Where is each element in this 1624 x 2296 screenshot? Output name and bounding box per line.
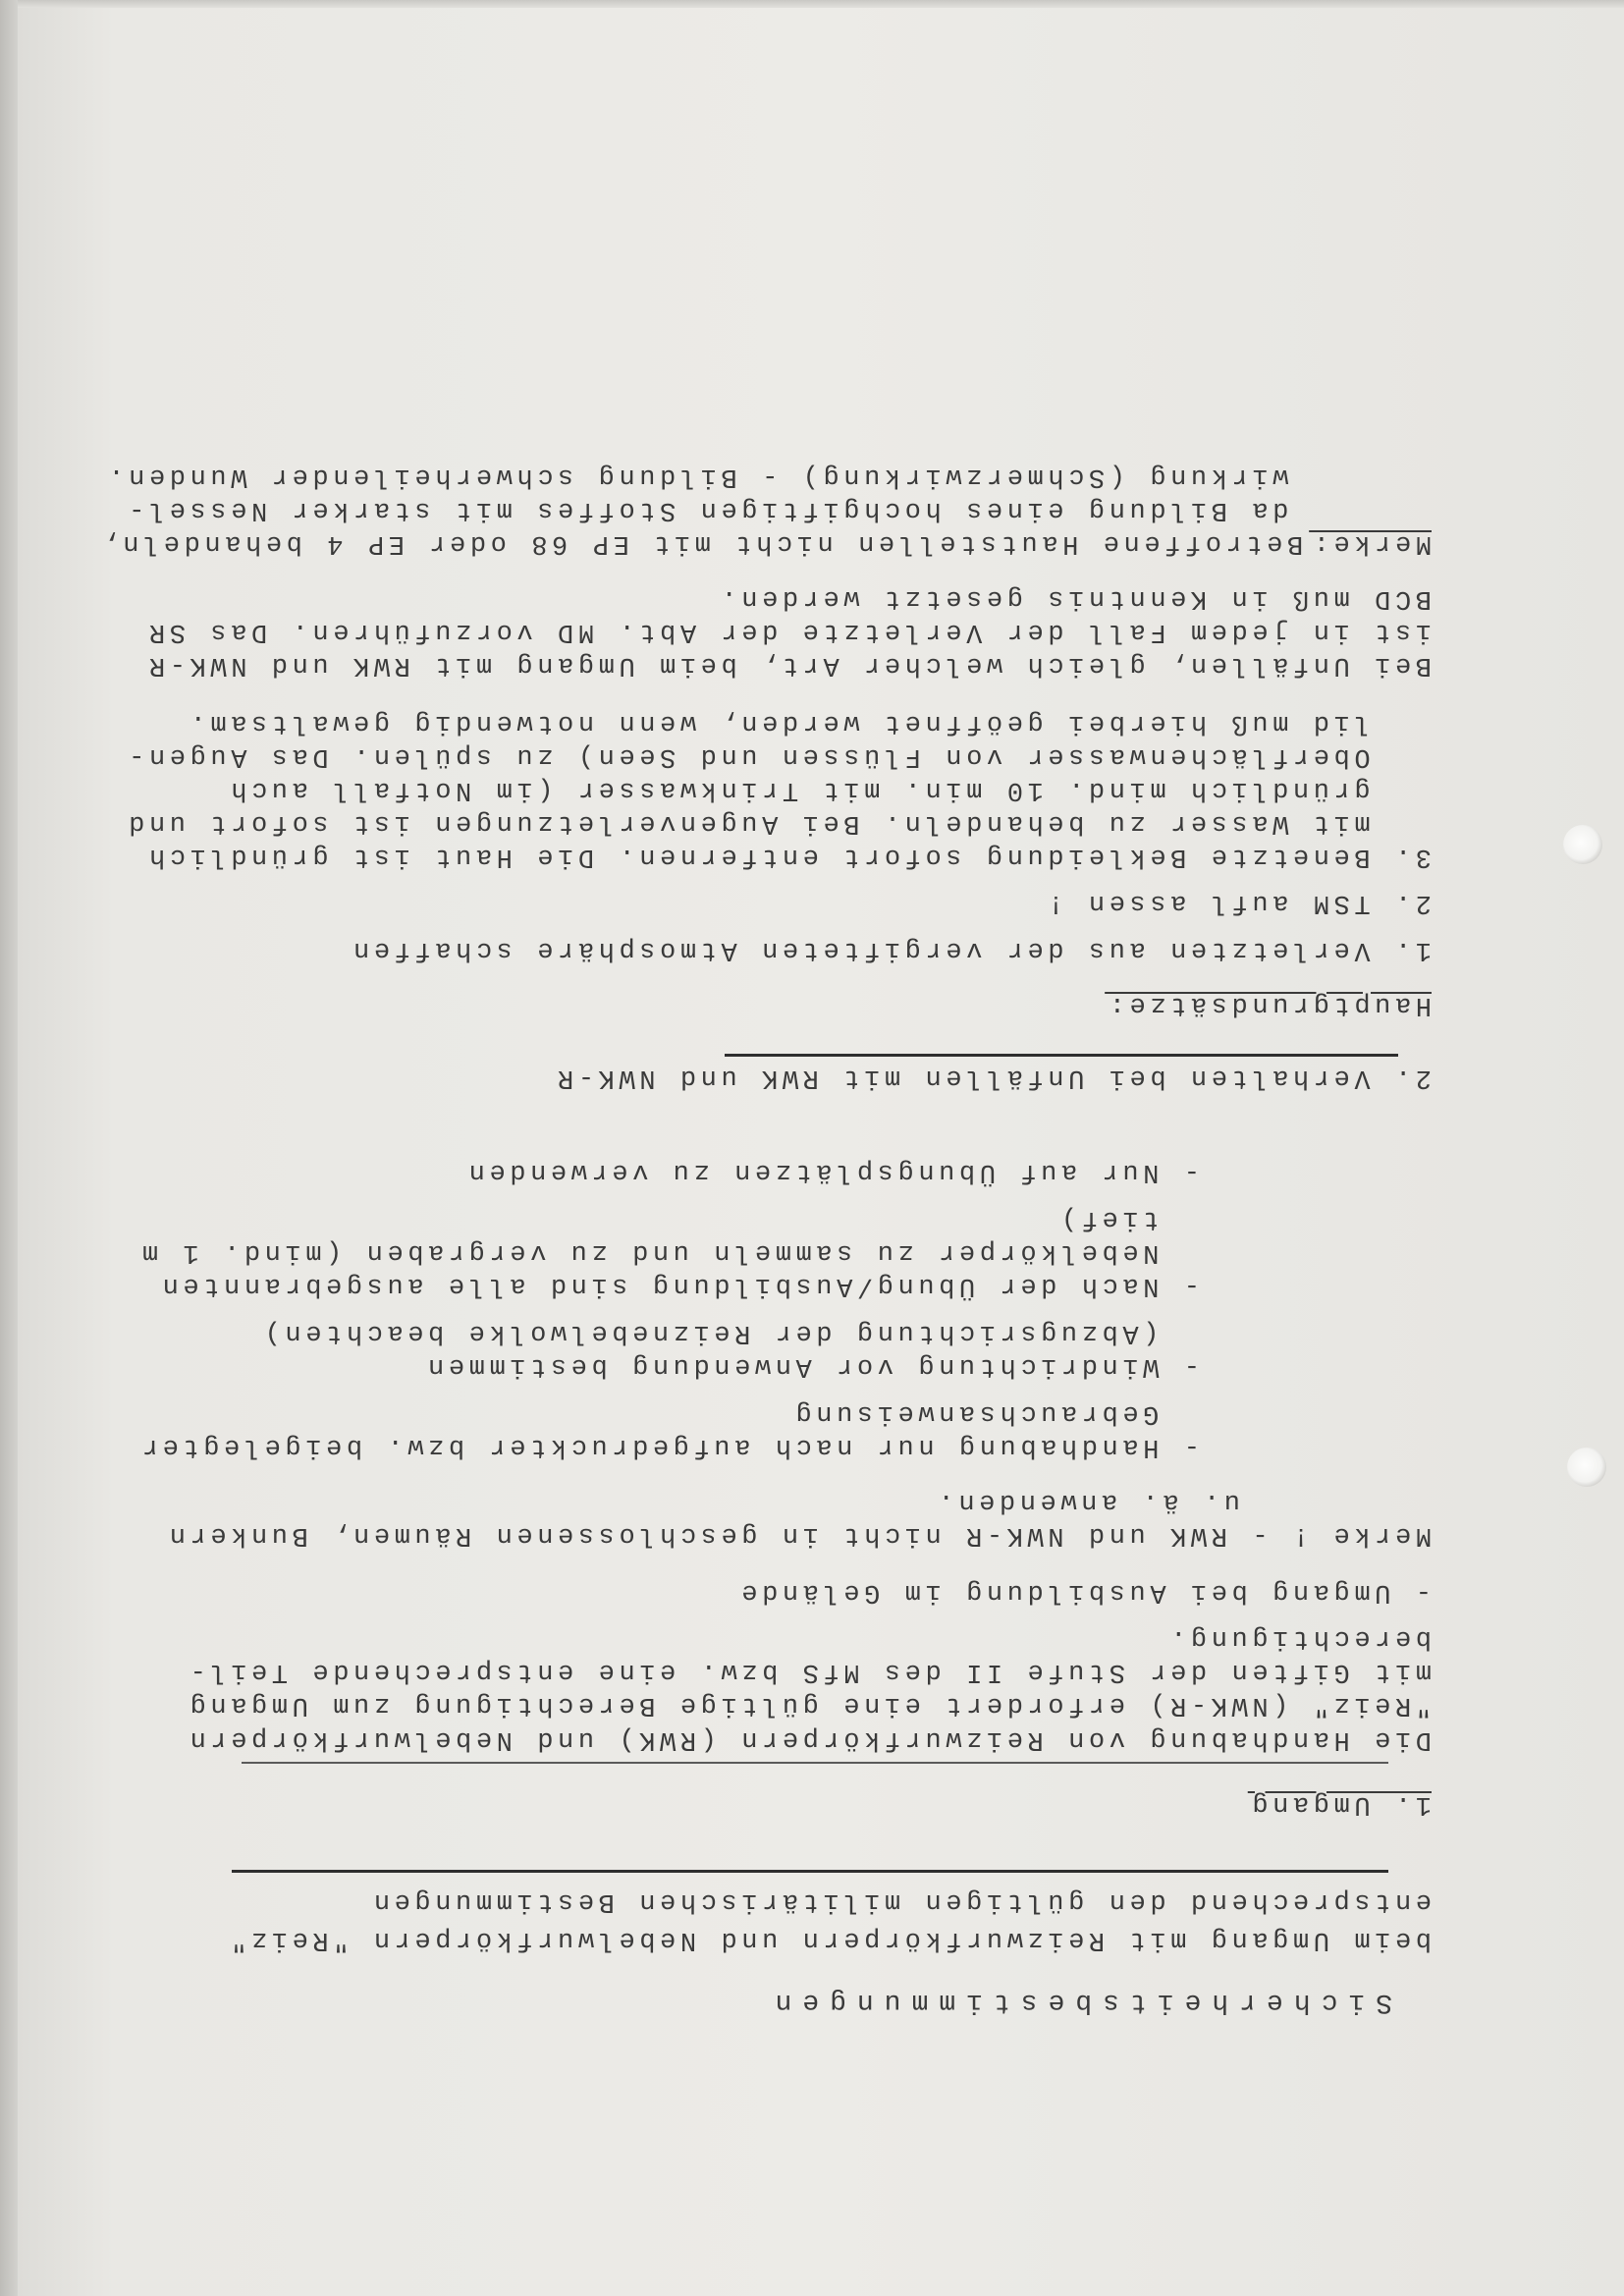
- section1-bullet-line: Nebelkörper zu sammeln und zu vergraben (mind. 1 m: [137, 1237, 1200, 1267]
- section1-bullet-line: - Nach der Übung/Ausbildung sind alle ausgebrannten: [158, 1271, 1200, 1300]
- section2-heading-underline: [725, 1054, 1398, 1057]
- section1-bullet-line: - Handhabung nur nach aufgedruckter bzw. beigelegter: [137, 1432, 1200, 1461]
- section1-item: - Umgang bei Ausbildung im Gelände: [736, 1577, 1432, 1607]
- section2-step-line: 3. Benetzte Bekleidung sofort entfernen. Die Haut ist gründlich: [144, 842, 1432, 871]
- section1-merke-line: u. ä. anwenden.: [933, 1487, 1240, 1516]
- section1-bullet-line: Gebrauchsanweisung: [790, 1398, 1200, 1428]
- section2-step-line: 1. Verletzten aus der vergifteten Atmosphäre schaffen: [349, 935, 1432, 964]
- section2-step-line: mit Wasser zu behandeln. Bei Augenverletzungen ist sofort und: [124, 808, 1432, 838]
- section2-accident-line: Bei Unfällen, gleich welcher Art, beim Umgang mit RWK und NWK-R: [144, 650, 1432, 680]
- intro-rule: [232, 1870, 1388, 1873]
- section2-merke-line: wirkung (Schmerzwirkung) - Bildung schwerheilender Wunden.: [103, 462, 1432, 491]
- section2-merke-label: Merke:: [1309, 528, 1432, 558]
- intro-line: beim Umgang mit Reizwurfkörpern und Nebelwurfkörpern "Reiz": [226, 1925, 1432, 1954]
- section2-step-line: gründlich mind. 10 min. mit Trinkwasser (im Notfall auch: [226, 775, 1432, 804]
- section1-bullet-line: - Nur auf Übungsplätzen zu verwenden: [464, 1157, 1200, 1186]
- section2-heading: 2. Verhalten bei Unfällen mit RWK und NWK-R: [553, 1063, 1432, 1092]
- section1-paragraph-line: Die Handhabung von Reizwurfkörpern (RWK) und Nebelwurfkörpern: [186, 1724, 1432, 1754]
- section2-merke-line: Betroffene Hautstellen nicht mit EP 68 oder EP 4 behandeln,: [97, 528, 1324, 558]
- section1-bullet-line: (Abzugsrichtung der Reiznebelwolke beachten): [260, 1318, 1200, 1347]
- document-title: Sicherheitsbestimmungen: [764, 1987, 1392, 2017]
- section2-merke-line: da Bildung eines hochgiftigen Stoffes mit starker Nessel-: [124, 495, 1432, 524]
- section1-bullet-line: tief): [1056, 1204, 1200, 1233]
- section-divider: [242, 1762, 1388, 1764]
- section2-step-line: 2. TSM aufl assen !: [1043, 888, 1432, 917]
- section1-merke-line: Merke ! - RWK und NWK-R nicht in geschlossenen Räumen, Bunkern: [165, 1520, 1432, 1550]
- intro-line: entsprechend den gültigen militärischen Bestimmungen: [369, 1886, 1432, 1916]
- section2-accident-line: BCD muß in Kenntnis gesetzt werden.: [716, 583, 1432, 613]
- section1-paragraph-line: "Reiz" (NWK-R) erfordert eine gültige Berechtigung zum Umgang: [186, 1690, 1432, 1720]
- section2-step-line: Oberflächenwasser von Flüssen und Seen) zu spülen. Das Augen-: [124, 741, 1432, 771]
- section2-step-line: lid muß hierbei geöffnet werden, wenn notwendig gewaltsam.: [186, 708, 1432, 738]
- section1-paragraph-line: mit Giften der Stufe II des MfS bzw. eine entsprechende Teil-: [186, 1657, 1432, 1686]
- section2-accident-line: ist in jedem Fall der Verletzte der Abt. MD vorzuführen. Das SR: [144, 617, 1432, 646]
- section1-paragraph-line: berechtigung.: [1165, 1623, 1432, 1653]
- section2-subheading: Hauptgrundsätze:: [1105, 990, 1432, 1019]
- section1-heading: 1. Umgang: [1247, 1789, 1432, 1819]
- section1-bullet-line: - Windrichtung vor Anwendung bestimmen: [423, 1351, 1200, 1381]
